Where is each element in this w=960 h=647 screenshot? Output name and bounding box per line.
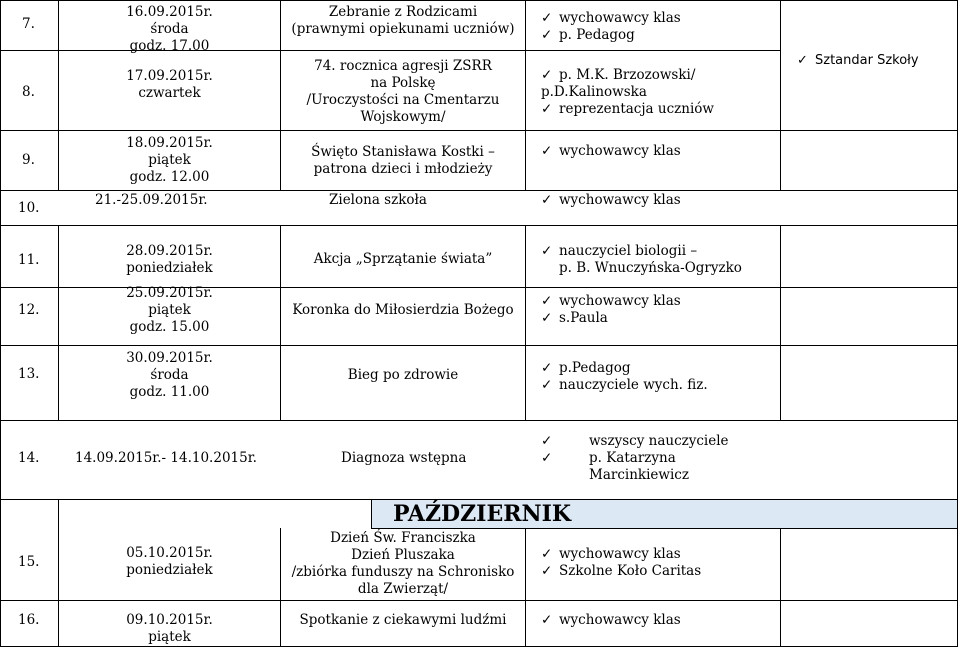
date-cell: 21.-25.09.2015r. — [95, 192, 208, 208]
responsible-item — [589, 467, 689, 484]
date-line: godz. 15.00 — [129, 319, 210, 335]
responsible-text: wychowawcy klas — [559, 612, 681, 628]
event-line: (prawnymi opiekunami uczniów) — [291, 21, 515, 37]
event-cell: Zielona szkoła — [329, 192, 427, 208]
date-line: 30.09.2015r. — [126, 350, 213, 366]
row-number: 13. — [18, 366, 40, 382]
check-mark-icon: ✓ — [797, 53, 808, 68]
responsible-item — [541, 612, 681, 629]
date-line: godz. 11.00 — [129, 384, 210, 400]
date-line: 28.09.2015r. — [126, 243, 213, 259]
responsible-text: p.Pedagog — [559, 360, 631, 376]
event-cell — [281, 530, 525, 598]
responsible-item — [541, 84, 647, 101]
check-mark-icon: ✓ — [541, 433, 553, 449]
date-line: czwartek — [138, 85, 201, 101]
event-line: Zebranie z Rodzicami — [328, 4, 478, 20]
responsible-item — [541, 143, 681, 160]
row-divider — [0, 190, 958, 191]
event-cell — [281, 144, 525, 178]
event-line: na Polskę — [370, 75, 436, 91]
responsible-item — [541, 546, 681, 563]
event-cell: Akcja „Sprzątanie świata” — [313, 251, 493, 267]
check-mark-icon: ✓ — [541, 143, 553, 159]
month-title: PAŹDZIERNIK — [392, 501, 572, 527]
date-line: 17.09.2015r. — [126, 68, 213, 84]
responsible-text: wychowawcy klas — [559, 192, 681, 208]
responsible-text: Szkolne Koło Caritas — [559, 563, 702, 579]
event-line: patrona dzieci i młodzieży — [313, 161, 493, 177]
row-number: 12. — [18, 302, 40, 318]
col-divider — [525, 0, 526, 190]
check-mark-icon: ✓ — [541, 27, 553, 43]
check-mark-icon: ✓ — [541, 563, 553, 579]
responsible-text: p. M.K. Brzozowski/ — [559, 67, 696, 83]
responsible-item — [541, 101, 714, 118]
responsible-text: Marcinkiewicz — [589, 467, 689, 483]
date-cell: 14.09.2015r.- 14.10.2015r. — [75, 450, 257, 466]
date-line: środa — [150, 367, 189, 383]
event-line: Święto Stanisława Kostki – — [311, 144, 495, 160]
responsible-item — [541, 433, 729, 450]
event-line: Dzień Pluszaka — [351, 547, 455, 563]
responsible-item — [541, 360, 631, 377]
responsible-item — [541, 293, 681, 310]
responsible-text: wychowawcy klas — [559, 293, 681, 309]
row-divider — [0, 600, 958, 601]
responsible-item — [541, 27, 635, 44]
event-cell: Koronka do Miłosierdzia Bożego — [292, 302, 514, 318]
col-divider — [780, 528, 781, 647]
responsible-text: wychowawcy klas — [559, 143, 681, 159]
row-number: 10. — [18, 200, 40, 216]
responsible-text: reprezentacja uczniów — [559, 101, 714, 117]
date-line: godz. 12.00 — [129, 169, 210, 185]
responsible-item — [541, 67, 695, 84]
responsible-text: nauczyciel biologii – — [559, 243, 698, 259]
responsible-text: nauczyciele wych. fiz. — [559, 377, 708, 393]
responsible-text: p. B. Wnuczyńska-Ogryzko — [559, 260, 742, 276]
col-divider — [525, 528, 526, 647]
responsible-item — [559, 260, 742, 277]
check-mark-icon: ✓ — [541, 243, 553, 259]
responsible-item — [541, 563, 701, 580]
event-cell: Diagnoza wstępna — [341, 450, 467, 466]
responsible-item — [541, 10, 681, 27]
date-line: piątek — [148, 302, 191, 318]
date-line: piątek — [148, 152, 191, 168]
row-divider — [0, 130, 958, 131]
check-mark-icon: ✓ — [541, 450, 553, 466]
row-number: 7. — [22, 16, 35, 32]
check-mark-icon: ✓ — [541, 612, 553, 628]
extra-text: Sztandar Szkoły — [815, 53, 919, 68]
responsible-text: wychowawcy klas — [559, 10, 681, 26]
date-cell — [59, 350, 280, 401]
date-cell — [59, 285, 280, 336]
border-right — [957, 0, 958, 647]
border-left — [0, 0, 1, 647]
date-cell — [59, 4, 280, 55]
row-number: 16. — [18, 612, 40, 628]
date-cell — [59, 135, 280, 186]
row-divider — [371, 528, 958, 529]
responsible-text: p. Katarzyna — [589, 450, 676, 466]
responsible-text: p.D.Kalinowska — [541, 84, 647, 100]
extra-item — [797, 52, 919, 69]
event-line: /zbiórka funduszy na Schronisko — [291, 564, 515, 580]
responsible-text: s.Paula — [559, 310, 608, 326]
event-cell: Spotkanie z ciekawymi ludźmi — [299, 612, 507, 628]
row-divider — [0, 345, 958, 346]
responsible-item — [541, 243, 697, 260]
date-line: poniedziałek — [126, 562, 213, 578]
check-mark-icon: ✓ — [541, 192, 553, 208]
responsible-text: wszyscy nauczyciele — [589, 433, 729, 449]
event-cell — [281, 58, 525, 126]
date-line: 09.10.2015r. — [126, 612, 213, 628]
row-divider — [0, 499, 958, 500]
check-mark-icon: ✓ — [541, 310, 553, 326]
row-number: 15. — [18, 554, 40, 570]
event-line: 74. rocznica agresji ZSRR — [314, 58, 492, 74]
event-cell — [281, 4, 525, 38]
row-number: 9. — [22, 152, 35, 168]
check-mark-icon: ✓ — [541, 67, 553, 83]
row-divider — [0, 420, 958, 421]
date-cell — [59, 243, 280, 277]
row-number: 11. — [18, 252, 40, 268]
responsible-item — [541, 450, 676, 467]
col-divider — [780, 0, 781, 190]
responsible-text: p. Pedagog — [559, 27, 635, 43]
row-number: 8. — [22, 84, 35, 100]
col-divider — [780, 225, 781, 420]
row-divider — [0, 225, 958, 226]
date-line: środa — [150, 21, 189, 37]
check-mark-icon: ✓ — [541, 101, 553, 117]
check-mark-icon: ✓ — [541, 377, 553, 393]
date-line: 05.10.2015r. — [126, 545, 213, 561]
col-divider — [525, 225, 526, 420]
date-line: 25.09.2015r. — [126, 285, 213, 301]
event-line: Dzień Św. Franciszka — [330, 530, 476, 546]
date-line: poniedziałek — [126, 260, 213, 276]
responsible-text: wychowawcy klas — [559, 546, 681, 562]
event-line: Wojskowym/ — [360, 109, 446, 125]
event-line: /Uroczystości na Cmentarzu — [306, 92, 500, 108]
row-divider — [0, 0, 958, 1]
col-divider — [371, 499, 372, 528]
responsible-item — [541, 192, 681, 209]
responsible-item — [541, 310, 608, 327]
check-mark-icon: ✓ — [541, 360, 553, 376]
row-number: 14. — [18, 450, 40, 466]
date-cell — [59, 612, 280, 646]
date-cell — [59, 68, 280, 102]
check-mark-icon: ✓ — [541, 293, 553, 309]
date-line: piątek — [148, 629, 191, 645]
responsible-item — [541, 377, 708, 394]
event-cell: Bieg po zdrowie — [347, 367, 459, 383]
date-line: godz. 17.00 — [129, 38, 210, 54]
date-line: 16.09.2015r. — [126, 4, 213, 20]
check-mark-icon: ✓ — [541, 10, 553, 26]
date-line: 18.09.2015r. — [126, 135, 213, 151]
date-cell — [59, 545, 280, 579]
check-mark-icon: ✓ — [541, 546, 553, 562]
event-line: dla Zwierząt/ — [357, 581, 449, 597]
